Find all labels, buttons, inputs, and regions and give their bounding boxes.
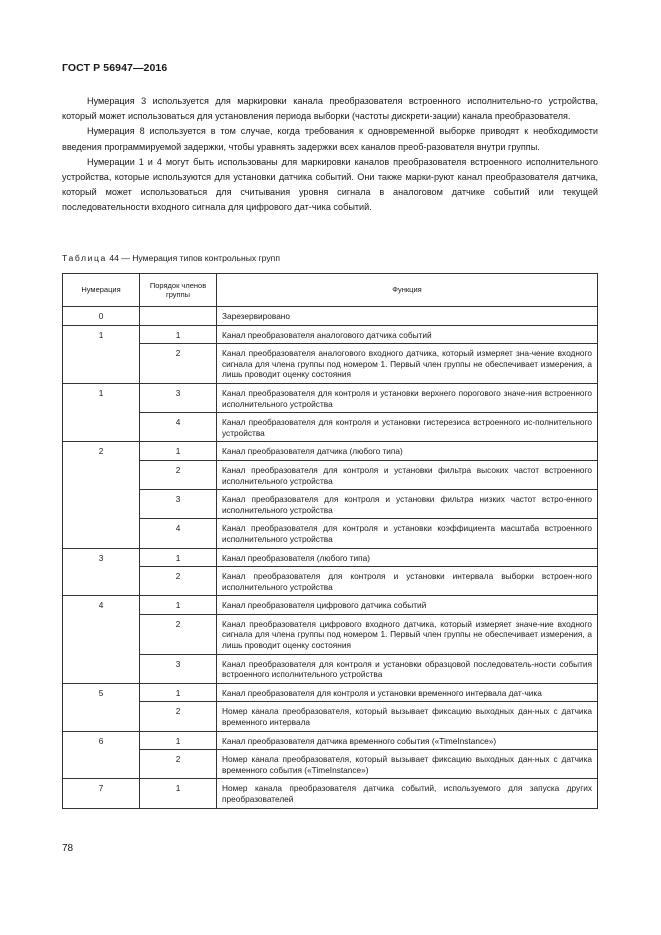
table-row bbox=[63, 750, 598, 779]
cell-order: 1 bbox=[140, 548, 217, 567]
cell-function: Номер канала преобразователя, который вызывает фиксацию выходных дан-ных с датчика временного интервала bbox=[217, 702, 598, 731]
table-row bbox=[63, 702, 598, 731]
body-text bbox=[62, 94, 598, 216]
cell-order: 3 bbox=[140, 490, 217, 519]
cell-order bbox=[140, 307, 217, 326]
table-row bbox=[63, 383, 598, 412]
table-caption bbox=[62, 253, 280, 263]
table-row bbox=[63, 307, 598, 326]
paragraph: Нумерация 3 используется для маркировки канала преобразователя встроенного исполнительно-го устройства, который может использоваться для установления периода выборки (частоты дискрети-зации) канала преобразователя. bbox=[62, 96, 598, 122]
table-row bbox=[63, 519, 598, 548]
cell-function: Канал преобразователя для контроля и установки верхнего порогового значе-ния встроенного исполнительного устройства bbox=[217, 383, 598, 412]
cell-function: Канал преобразователя цифрового датчика событий bbox=[217, 596, 598, 615]
cell-order: 3 bbox=[140, 383, 217, 412]
table-caption-prefix: Таблица bbox=[62, 253, 107, 263]
cell-numbering: 1 bbox=[63, 325, 140, 383]
table-row bbox=[63, 413, 598, 442]
table-row bbox=[63, 490, 598, 519]
cell-function: Канал преобразователя датчика (любого типа) bbox=[217, 442, 598, 461]
cell-order: 4 bbox=[140, 413, 217, 442]
column-header-order: Порядок членов группы bbox=[140, 274, 217, 307]
cell-function: Канал преобразователя для контроля и установки фильтра высоких частот встроенного исполнительного устройства bbox=[217, 460, 598, 489]
cell-order: 3 bbox=[140, 654, 217, 683]
paragraph: Нумерации 1 и 4 могут быть использованы для маркировки каналов преобразователя встроенного исполнительного устройства, которые используются для установки датчика событий. Они также марки-руют канал преобразователя датчика, который может использоваться для считывания уровня сигнала в аналоговом датчике событий или текущей последовательности входного сигнала для цифрового дат-чика событий. bbox=[62, 156, 598, 213]
cell-order: 1 bbox=[140, 779, 217, 808]
cell-function: Канал преобразователя для контроля и установки гистерезиса встроенного ис-полнительного устройства bbox=[217, 413, 598, 442]
cell-numbering: 5 bbox=[63, 683, 140, 731]
cell-function: Канал преобразователя для контроля и установки фильтра низких частот встро-енного исполнительного устройства bbox=[217, 490, 598, 519]
cell-numbering: 0 bbox=[63, 307, 140, 326]
cell-numbering: 7 bbox=[63, 779, 140, 808]
cell-function: Канал преобразователя для контроля и установки интервала выборки встроен-ного исполнительного устройства bbox=[217, 567, 598, 596]
table-header-row bbox=[63, 274, 598, 307]
cell-numbering: 2 bbox=[63, 442, 140, 548]
cell-numbering: 3 bbox=[63, 548, 140, 596]
cell-order: 2 bbox=[140, 702, 217, 731]
table-row bbox=[63, 654, 598, 683]
cell-function: Канал преобразователя для контроля и установки коэффициента масштаба встроенного исполнительного устройства bbox=[217, 519, 598, 548]
cell-order: 1 bbox=[140, 683, 217, 702]
cell-function: Номер канала преобразователя датчика событий, используемого для запуска других преобразователей bbox=[217, 779, 598, 808]
table-row bbox=[63, 567, 598, 596]
cell-function: Канал преобразователя аналогового входного датчика, который измеряет зна-чение входного сигнала для члена группы под номером 1. Первый член группы не обеспечивает измерения, а лишь проводит оценку состояния bbox=[217, 344, 598, 384]
cell-order: 2 bbox=[140, 750, 217, 779]
cell-numbering: 6 bbox=[63, 731, 140, 779]
cell-function: Зарезервировано bbox=[217, 307, 598, 326]
column-header-numbering: Нумерация bbox=[63, 274, 140, 307]
table-row bbox=[63, 325, 598, 344]
cell-function: Канал преобразователя (любого типа) bbox=[217, 548, 598, 567]
cell-order: 2 bbox=[140, 344, 217, 384]
cell-order: 4 bbox=[140, 519, 217, 548]
table-row bbox=[63, 614, 598, 654]
document-header: ГОСТ Р 56947—2016 bbox=[62, 62, 168, 74]
group-types-table bbox=[62, 273, 598, 809]
table-body bbox=[63, 307, 598, 809]
cell-order: 1 bbox=[140, 325, 217, 344]
table-row bbox=[63, 442, 598, 461]
cell-order: 1 bbox=[140, 442, 217, 461]
cell-order: 1 bbox=[140, 731, 217, 750]
table-row bbox=[63, 460, 598, 489]
table-row bbox=[63, 596, 598, 615]
column-header-function: Функция bbox=[217, 274, 598, 307]
page-number: 78 bbox=[62, 843, 74, 854]
cell-function: Канал преобразователя для контроля и установки временного интервала дат-чика bbox=[217, 683, 598, 702]
paragraph: Нумерация 8 используется в том случае, когда требования к одновременной выборке приводят к необходимости введения программируемой задержки, чтобы уравнять задержки всех каналов преоб-разователя внутри группы. bbox=[62, 126, 598, 152]
table-row bbox=[63, 344, 598, 384]
cell-order: 1 bbox=[140, 596, 217, 615]
cell-function: Канал преобразователя цифрового входного датчика, который измеряет значе-ние входного сигнала для члена группы под номером 1. Первый член группы не обеспечивает измерения, а лишь проводит оценку состояния bbox=[217, 614, 598, 654]
cell-function: Канал преобразователя аналогового датчика событий bbox=[217, 325, 598, 344]
cell-order: 2 bbox=[140, 614, 217, 654]
table-row bbox=[63, 779, 598, 808]
cell-numbering: 1 bbox=[63, 383, 140, 441]
table-row bbox=[63, 548, 598, 567]
table-row bbox=[63, 683, 598, 702]
cell-function: Канал преобразователя датчика временного события («TimeInstance») bbox=[217, 731, 598, 750]
cell-numbering: 4 bbox=[63, 596, 140, 684]
cell-function: Номер канала преобразователя, который вызывает фиксацию выходных дан-ных с датчика временного события («TimeInstance») bbox=[217, 750, 598, 779]
cell-function: Канал преобразователя для контроля и установки образцовой последователь-ности события встроенного исполнительного устройства bbox=[217, 654, 598, 683]
table-row bbox=[63, 731, 598, 750]
cell-order: 2 bbox=[140, 567, 217, 596]
table-caption-title: 44 — Нумерация типов контрольных групп bbox=[109, 253, 280, 263]
cell-order: 2 bbox=[140, 460, 217, 489]
